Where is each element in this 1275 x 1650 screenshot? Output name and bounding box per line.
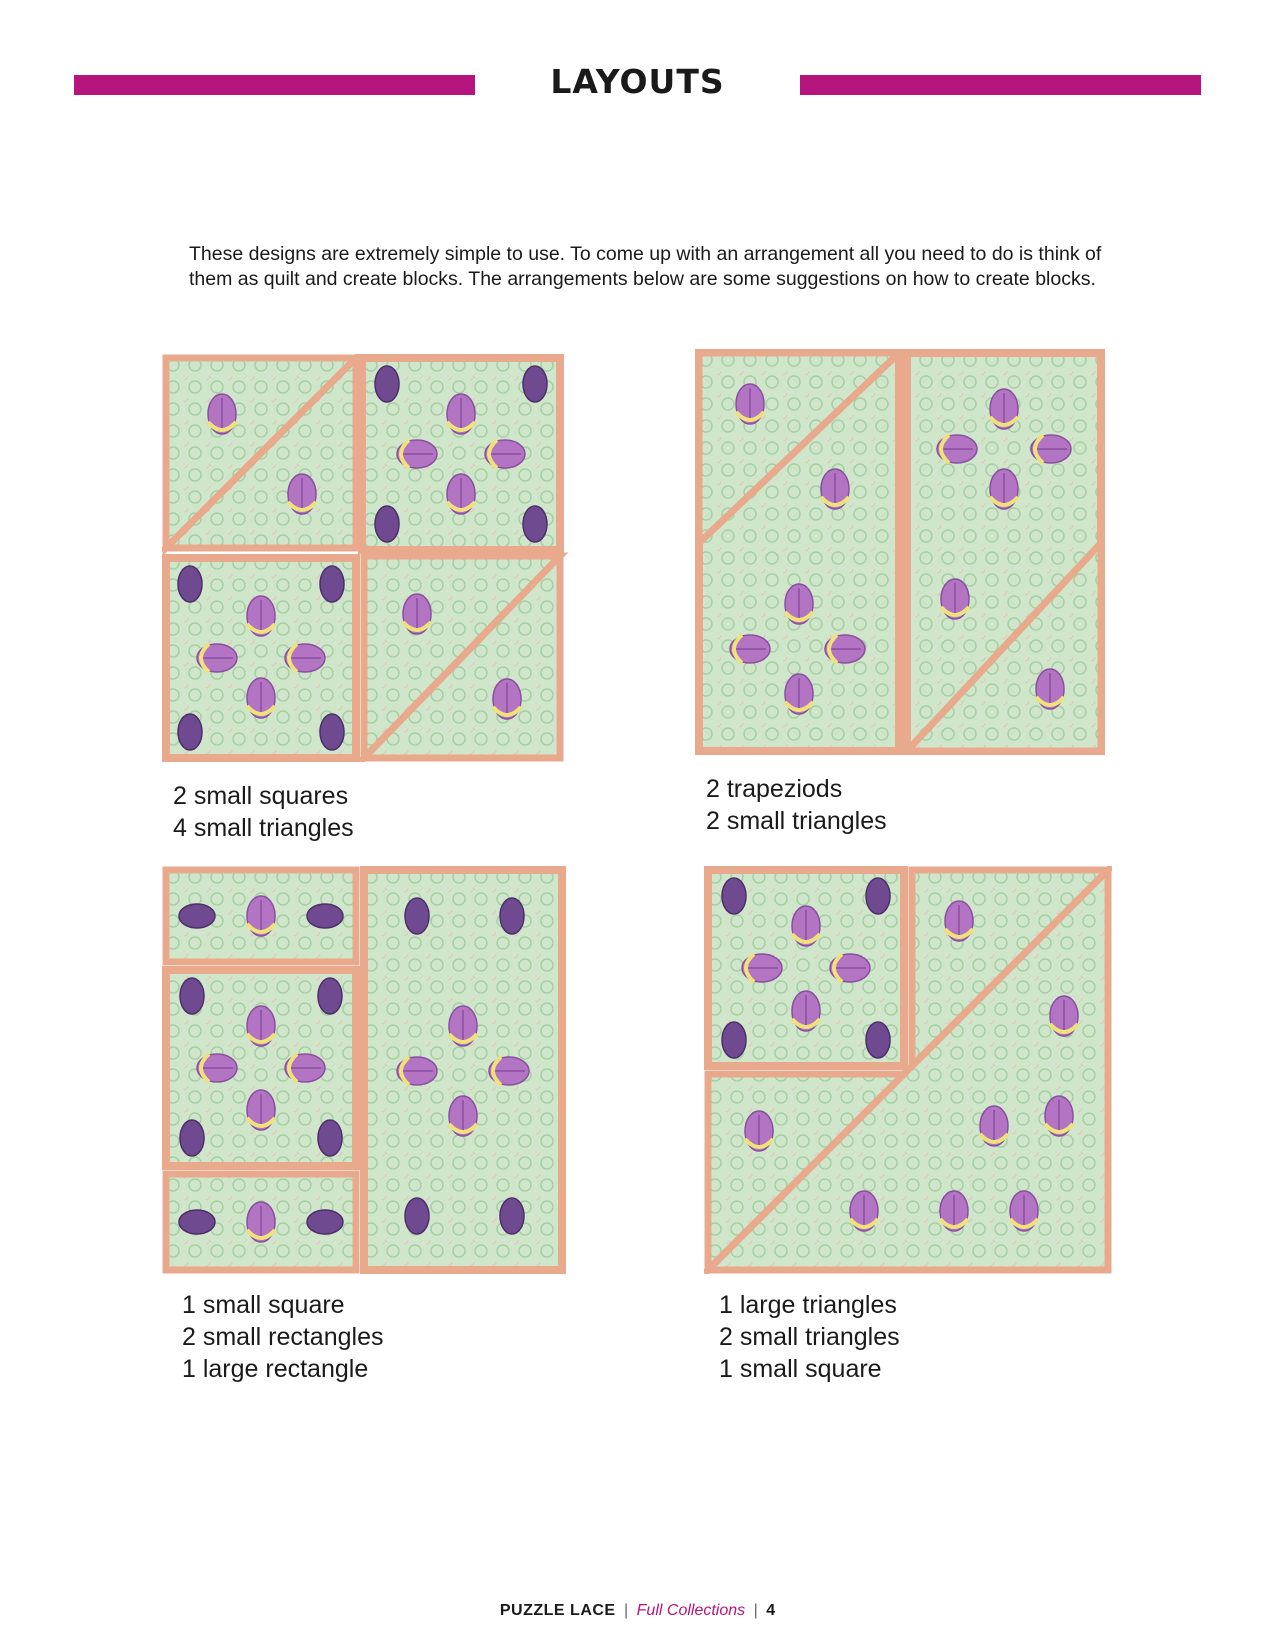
page-title: LAYOUTS [550, 62, 725, 101]
intro-text: These designs are extremely simple to use. To come up with an arrangement all you need to do is think of them as quilt and create blocks. The arrangements below are some suggestions on how to create blocks. [189, 243, 1102, 290]
header-bar-right [800, 75, 1201, 95]
layout-image-4 [704, 866, 1112, 1274]
caption-line: 4 small triangles [173, 814, 354, 842]
layout-caption-1 [173, 780, 354, 844]
caption-line: 2 small triangles [706, 807, 887, 835]
footer-separator: | [753, 1602, 758, 1619]
layout-caption-3 [182, 1289, 383, 1385]
layout-image-3 [162, 866, 568, 1276]
caption-line: 2 trapeziods [706, 775, 843, 803]
caption-line: 1 large triangles [719, 1291, 897, 1319]
header-bar-left [74, 75, 475, 95]
caption-line: 2 small triangles [719, 1323, 900, 1351]
footer-collection: Full Collections [636, 1602, 746, 1619]
caption-line: 1 large rectangle [182, 1355, 369, 1383]
layout-image-2 [695, 349, 1105, 757]
layout-caption-2 [706, 773, 887, 837]
page-footer [0, 1602, 1275, 1620]
caption-line: 1 small square [719, 1355, 882, 1383]
footer-brand: PUZZLE LACE [499, 1602, 616, 1619]
caption-line: 2 small rectangles [182, 1323, 384, 1351]
page-number: 4 [766, 1602, 776, 1619]
caption-line: 1 small square [182, 1291, 345, 1319]
layout-caption-4 [719, 1289, 900, 1385]
caption-line: 2 small squares [173, 782, 349, 810]
layout-image-1 [162, 354, 568, 762]
footer-separator: | [624, 1602, 629, 1619]
